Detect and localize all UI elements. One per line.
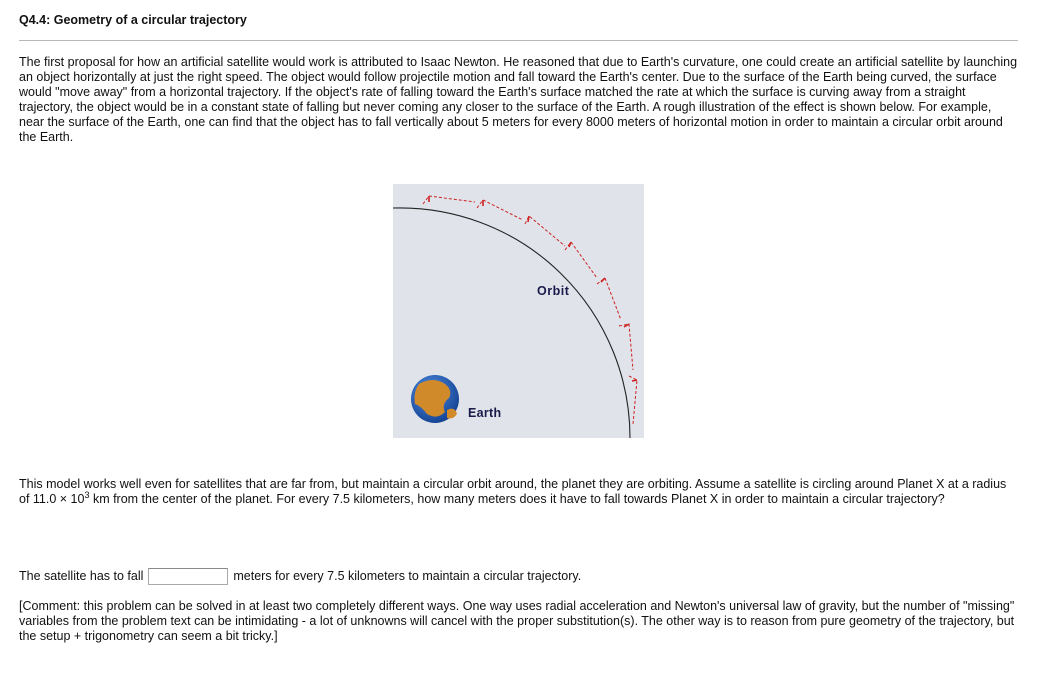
- earth-label: Earth: [468, 406, 502, 420]
- answer-row: [19, 566, 581, 586]
- answer-input[interactable]: [148, 568, 228, 585]
- intro-paragraph: The first proposal for how an artificial satellite would work is attributed to Isaac Newton. He reasoned that due to Earth's curvature, one could create an artificial satellite by launching an object horizontally at just the right speed. The object would follow projectile motion and fall toward the Earth's center. Due to the surface of the Earth being curved, the surface would "move away" from a horizontal trajectory. If the object's rate of falling toward the Earth's surface matched the rate at which the surface is curving away from a straight trajectory, the object would be in a constant state of falling but never coming any closer to the surface of the Earth. A rough illustration of the effect is shown below. For example, near the surface of the Earth, one can find that the object has to fall vertically about 5 meters for every 8000 meters of horizontal motion in order to maintain a circular orbit around the Earth.: [19, 55, 1018, 144]
- problem-paragraph: [19, 477, 1019, 507]
- problem-text-after: km from the center of the planet. For every 7.5 kilometers, how many meters does it have to fall towards Planet X in order to maintain a circular trajectory?: [89, 492, 945, 506]
- comment-paragraph: [Comment: this problem can be solved in at least two completely different ways. One way uses radial acceleration and Newton's universal law of gravity, but the number of "missing" variables from the problem text can be intimidating - a lot of unknowns will cancel with the proper substitution(s). The other way is to reason from pure geometry of the trajectory, but the setup + trigonometry can seem a bit tricky.]: [19, 599, 1015, 643]
- answer-label-before: The satellite has to fall: [19, 569, 144, 583]
- orbit-label: Orbit: [537, 284, 570, 298]
- earth-globe: [411, 375, 459, 423]
- fall-step-ticks: [429, 196, 637, 381]
- orbit-diagram: [393, 184, 644, 438]
- answer-label-after: meters for every 7.5 kilometers to maintain a circular trajectory.: [233, 569, 582, 583]
- problem-text-before: This model works well even for satellites that are far from, but maintain a circular orbit around, the planet they are orbiting. Assume a satellite is circling around Planet X at a radius of 11.0 × 10: [19, 477, 1007, 506]
- title-divider: [19, 40, 1018, 41]
- orbit-illustration: [393, 184, 644, 438]
- problem-exponent: 3: [84, 489, 90, 500]
- question-title: Q4.4: Geometry of a circular trajectory: [19, 13, 247, 27]
